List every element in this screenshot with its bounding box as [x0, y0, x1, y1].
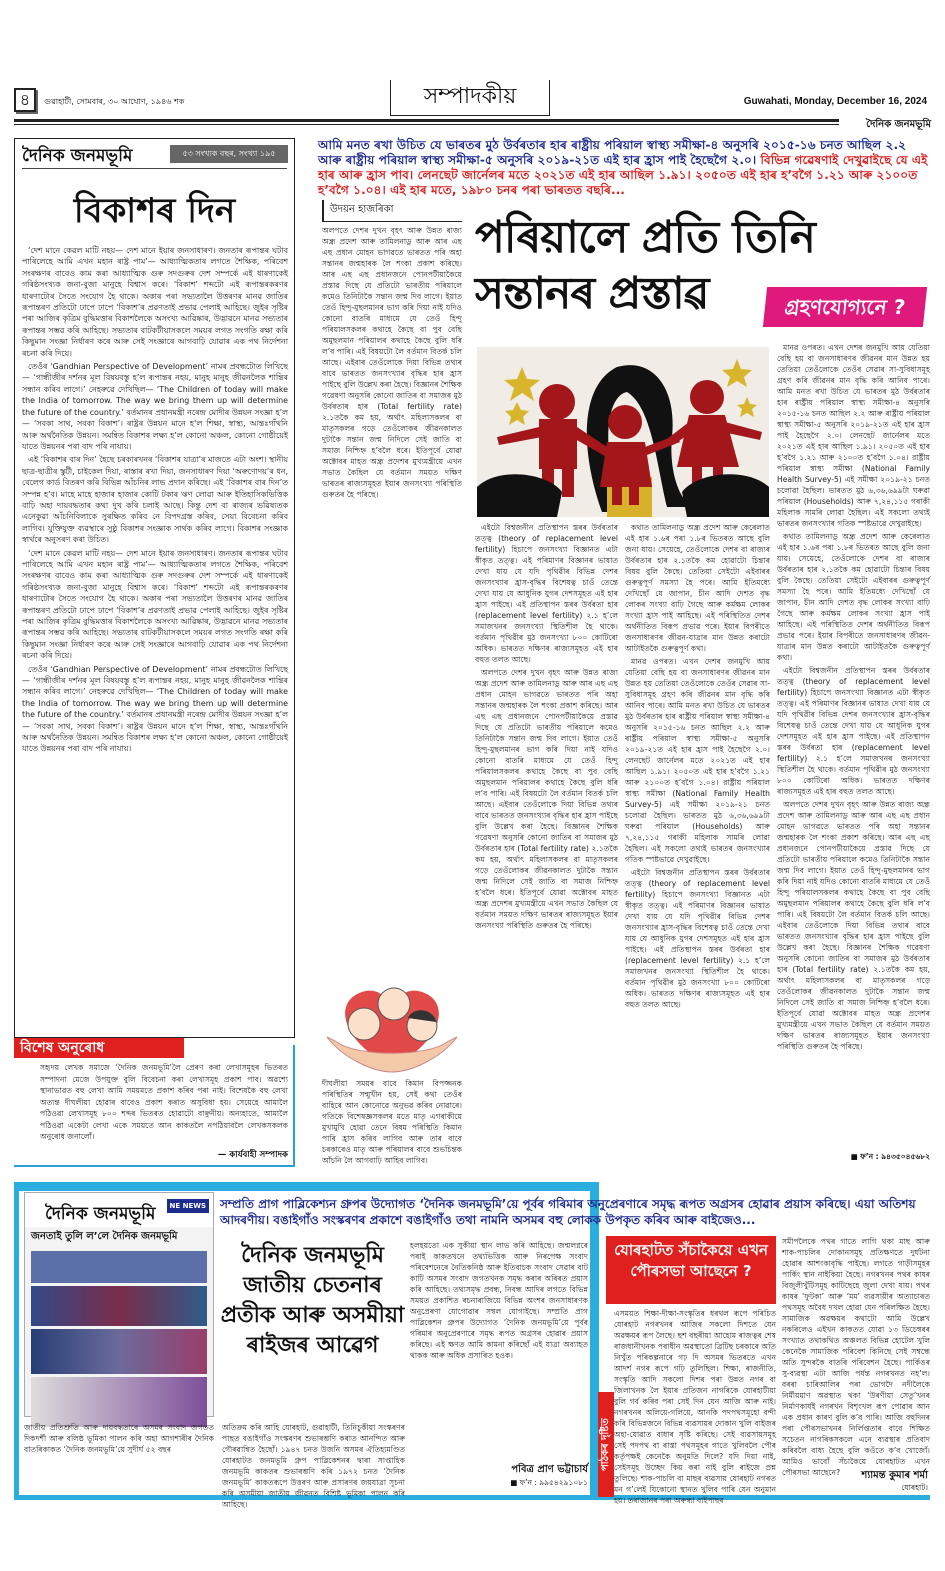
article-phone: ■ ফ’ন : ৯৪৩৫০৪৫৬৮২ — [850, 1152, 930, 1161]
paragraph: এইটো বিশ্বজনীন প্ৰতিস্থাপন স্তৰৰ উৰ্বৰতাৰ তত্ত্ব (theory of replacement level fertility) হিচাপে জনসংখ্যা বিজ্ঞানত এটা স্বীকৃত তত্ত্ব। এই পৰিমাণৰ বিজ্ঞানৰ ভাষাত দেখা যায় যে যদি পৃথিৱীৰ বিভিন্ন দেশৰ জনসংখ্যাৰ হ্ৰাস-বৃদ্ধিৰ বিশেষত্ব চাওঁ তেন্তে দেখা যায় যে আধুনিক যুগৰ দেশসমূহত এই হাৰ হ্ৰাস পাইছে। এই প্ৰতিস্থাপন স্তৰৰ উৰ্বৰতা হাৰ (replacement level fertility) ২.১ হ’লে সমাজখনৰ জনসংখ্যা স্থিতিশীল হৈ থাকে। বৰ্তমান পৃথিৱীৰ মুঠ জনসংখ্যা ৮০০ কোটিৰো অধিক। ভাৰতত দক্ষিণৰ ৰাজ্যসমূহত এই হাৰ বহুত তলত আছে। — [777, 666, 930, 796]
paragraph: মানৱ ওপৰত। এখন দেশৰ জনমুখি আয় যেতিয়া বেছি হয় বা জনসাধাৰণৰ জীৱনৰ মান উন্নত হয় তেতিয়া তেওঁলোকে তেওঁৰ সেৱাৰ সা-সুবিধাসমূহ গ্ৰহণ কৰি জীৱনৰ মান বৃদ্ধি কৰি আনিব পাৰে। আমি মনত ৰখা উচিত যে ভাৰতৰ মুঠ উৰ্বৰতাৰ হাৰ ৰাষ্ট্ৰীয় পৰিয়াল স্বাস্থ্য সমীক্ষা-৪ অনুসৰি ২০১৫-১৬ চনত আছিল ২.২ আৰু ৰাষ্ট্ৰীয় পৰিয়াল স্বাস্থ্য সমীক্ষা-৫ অনুসৰি ২০১৯-২১ত এই হাৰ হ্ৰাস পাই হৈছেগৈ ২.০। লেনছেট জাৰ্নেলৰ মতে ২০২১ত এই হাৰ আছিল ১.৯১। ২০৫০ত এই হাৰ হ’বগৈ ১.২১ আৰু ২১০০ত হ’বগৈ ১.০৪। রাষ্ট্ৰীয় পৰিয়াল স্বাস্থ্য সমীক্ষা (National Family Health Survey-5) এই সমীক্ষা ২০১৯-২১ চনত চলোৱা হৈছিল। ভাৰতত মুঠ ৬,৩৬,৬৯৯টা ঘৰুৱা পৰিয়াল (Households) আৰু ৭,২৪,১১৫ গৰাকী মহিলাক সামৰি লোৱা হৈছিল। এই সকলো তথ্যই ভাৰতৰ জনসংখ্যাৰ গতিক স্পষ্টভাৱে দেখুৱাইছে। — [625, 657, 770, 864]
feature-phone: ■ ফ’ন : ৯৯৫৪২৯১০৮১ — [510, 1478, 588, 1487]
feature-column-3: হলহয়তো এক সুকীয়া স্থান লাভ কৰি আহিছে। জন্মলগ্নৰে পৰাই কাকতখনে তথ্যভিত্তিক আৰু নিৰপেক্ষ সংবাদ পৰিবেশনেৰে নৈতিকনিষ্ঠ আৰু ইতিবাচক সংবাদ সেৱাৰ বাট কাটি অসমৰ সংবাদ জগতখনক সমৃদ্ধ কৰাৰ অৰিৰত প্ৰয়াস কৰি আহিছে। তথ্যসমৃদ্ধ প্ৰবন্ধ, নিবন্ধ আদিৰ লগতে বিভিন্ন সময়ত প্ৰকাশিত ৰচনাৰাজিয়ে বিভিন্ন অংশৰ জনসাধাৰণক অনুপ্ৰেৰণা যোগোৱাৰ সম্বল যোগাইছে। সম্প্ৰতি প্ৰাগ পাব্লিকেশন গ্ৰুপৰ উদ্যোগত ‘দৈনিক জনমভূমি’য়ে পূৰ্বৰ গৰিমাৰ অনুপ্ৰেৰণাৰে সমৃদ্ধ ৰূপত অগ্ৰসৰ হোৱাৰ প্ৰয়াস কৰিছে। এই ক্ষণত আমি কামনা কৰিছোঁ এই যাত্ৰা অব্যাহত থাকক আৰু অধিক প্ৰসাৰিত হওক। — [410, 1241, 588, 1360]
header-rule-thin — [14, 124, 839, 125]
special-request-label: বিশেষ অনুৰোধ — [14, 1038, 184, 1058]
paragraph: কথাত তামিলনাডু অন্ধ্ৰ প্ৰদেশ আৰু কেৰেলাত এই হাৰ ১.৬ৰ পৰা ১.৮ৰ ভিতৰত আছে বুলি জনা যায়। সেয়েহে, তেওঁলোকে দেশৰ বা ৰাজ্যৰ উৰ্বৰতাৰ হাৰ ২.১তকৈ কম হোৱাটো চিন্তাৰ বিষয় বুলি কৈছে। তেতিয়া সেইটো এইবাৰৰ গুৰুত্বপূৰ্ণ সমস্যা হৈ পৰে। আমি ইতিমধ্যে দেখিছোঁ যে জাপান, চীন আদি দেশত বৃদ্ধ লোকৰ সংখ্যা বাঢ়ি গৈছে আৰু কৰ্মক্ষম লোকৰ সংখ্যা হ্ৰাস পাই আহিছে। এই পৰিস্থিতিত দেশৰ অৰ্থনীতিত বিৰূপ প্ৰভাৱ পৰে। ইয়াৰ বিপৰীতে জনসাধাৰণৰ জীৱন-যাত্ৰাৰ মান উন্নত কৰাটো আটাইতকৈ গুৰুত্বপূৰ্ণ কথা। — [777, 532, 930, 662]
feature-signature: পবিত্ৰ প্ৰাণ ভট্টাচাৰ্য — [511, 1464, 588, 1475]
paragraph: তেওঁৰ ‘Gandhian Perspective of Development’ নামৰ প্ৰবন্ধটোত লিখিছে— ‘গান্ধীজীৰ দৰ্শনৰ মূল বিষয়বস্তু হ’ল ৰূপান্তৰ নহয়, মানুহ মানুহ জীৱনলৈক শান্তিৰ সন্ধান কৰিব লাগে।’ নেহৰুৱে দেখিছিল— ‘The Children of today will make the India of tomorrow. The way we bring them up will determine the future of the country.’ বৰ্তমানৰ প্ৰধানমন্ত্ৰী নৰেন্দ্ৰ মোদীৰ উন্নয়ন সংজ্ঞা হ’ল— ‘সবকা সাথ, সবকা বিকাশ’। ৰাষ্ট্ৰৰ উন্নয়ন মানে হ’ল শিক্ষা, স্বাস্থ্য, আন্তঃগাঁথনি আৰু অৰ্থনৈতিক উন্নয়ন। সমন্বিত বিকাশৰ লক্ষ্য হ’ল কোনো অঞ্চল, কোনো গোষ্ঠীয়েই যাতে উন্নয়নৰ পৰা বাদ পৰি নাযায়। — [22, 362, 288, 451]
paper-headline: জনতাই তুলি ল’লে দৈনিক জনমভূমি — [31, 1231, 178, 1242]
reader-section-label: পাঠকৰ দৃষ্টিত — [598, 1392, 614, 1497]
issue-badge: ৫৩ সংখ্যক বছৰ, সংখ্যা ১৯৫ — [170, 145, 288, 163]
feature-intro: সম্প্ৰতি প্ৰাগ পাব্লিকেশ্যন গ্ৰুপৰ উদ্যোগত ‘দৈনিক জনমভূমি’য়ে পূৰ্বৰ গৰিমাৰ অনুপ্ৰেৰণাৰে সমৃদ্ধ ৰূপত অগ্ৰসৰ হোৱাৰ প্ৰয়াস কৰিছে। এয়া অতিশয় আদৰণীয়। বঙাইগাঁও সংস্কৰণৰ প্ৰকাশে বঙাইগাঁও তথা নামনি অসমৰ বহু লোকক উপকৃত কৰিব আৰু বাইজেও... — [220, 1197, 916, 1227]
reader-signature: শ্যামন্ত কুমাৰ শৰ্মা — [861, 1470, 928, 1481]
reader-column-2: সমীপলৈকে পথৰ গাতে লাগি থকা মাছ আৰু শাক-পাচলিৰ দোকানসমূহ প্ৰতিক্ষণতে দুৰ্ঘটনা হোৱাৰ আশংকাবৃদ্ধি পাইছে। লগতে গাড়ীসমূহৰ পাৰ্কিং স্থান নাইকিয়া হৈছে। নগৰখনৰ পথৰ কাষৰ বিজুলীখুঁটিসমূহ কাটিছেহে জুলা দেখা যায়। পথৰ কাষৰ ‘ফুটকা’ আৰু ‘মম’ ব্যৱসায়ীৰ অত্যাচাৰত পথসমূহ অবৈধ দখল হোৱা যেন পৰিলক্ষিত হৈছে। সামাজিক অৱক্ষয়ৰ কথাটো আমি উল্লেখ নকৰিলেও এইখন কাকতত যোৱা ১৩ ডিচেম্বৰৰ সংখ্যাত তথাকথিত অঞ্চলত বিভিন্ন হোটেল খুলি কেনেকৈ সামাজিক পৰিবেশ কিনিছে সেই সম্বন্ধে অতি সুন্দৰকৈ বাতৰি পৰিবেশন হৈছে। পাৰ্কিঙৰ সু-ব্যৱস্থা এটা আজি পৰ্যন্ত নগৰখনত নহ’ল। বৰৰা চাৰিআলিৰ পৰা ভোগদৈ নদীলৈকে নিৰ্মীয়মাণ অৱস্থাত থকা ‘উৰণীয়া সেতু’খনৰ নিৰ্মাণকাৰ্যই নগৰখন বিশৃংখল ৰূপ পোৱাৰ আন এক প্ৰধান কাৰণ বুলি ক’ব পাৰি। আজি বহুদিনৰ পৰা পৌৰসভাখনৰ নিৰ্লিপ্ততাৰ বাবে শিক্ষিত সচেতন নাগৰিকসকলে এনে ব্যৱস্থাৰ প্ৰতিবাদ কৰিবলৈ বাধ্য হৈছে বুলি কওঁতে ক’ব খোজোঁ। আমিও ভাবোঁ সঁচাকৈয়ে যোৰহাটত এখন পৌৰসভা আছেনে? — [782, 1237, 930, 1477]
feature-top-bar — [14, 1182, 596, 1191]
reader-title: যোৰহাটত সঁচাকৈয়ে এখন পৌৰসভা আছেনে ? — [606, 1236, 776, 1304]
feature-column-2: অতিক্ৰম কৰি আহি যোৰহাট, গুৱাহাটী, তিনিচুকীয়া সংস্কৰণৰ পাছত বঙাইগাঁও সংস্কৰণৰ শুভাৰম্ভণি কৰাত আনন্দিত আৰু গৌৰৱান্বিত হৈছোঁ। ১৯৪৭ চনত উজনি অসমৰ ঐতিহ্যমণ্ডিত যোৰহাটত জনমভূমি গ্ৰুপ পাব্লিকেশনৰ দ্বাৰা সাপ্তাহিক জনমভূমি কাকতৰ শুভাৰম্ভণি কৰি ১৯৭২ চনত ‘দৈনিক জনমভূমি’ কাকতৰূপে উত্তৰণ আৰু প্ৰসাৰণৰ জয়যাত্ৰা সূচনা কৰি অসমীয়া জাতীয় জীৱনত বিশিষ্ট ভূমিকা পালন কৰি আহিছে। — [222, 1423, 405, 1509]
paragraph: এইটো বিশ্বজনীন প্ৰতিস্থাপন স্তৰৰ উৰ্বৰতাৰ তত্ত্ব (theory of replacement level fertility) হিচাপে জনসংখ্যা বিজ্ঞানত এটা স্বীকৃত তত্ত্ব। এই পৰিমাণৰ বিজ্ঞানৰ ভাষাত দেখা যায় যে যদি পৃথিৱীৰ বিভিন্ন দেশৰ জনসংখ্যাৰ হ্ৰাস-বৃদ্ধিৰ বিশেষত্ব চাওঁ তেন্তে দেখা যায় যে আধুনিক যুগৰ দেশসমূহত এই হাৰ হ্ৰাস পাইছে। এই প্ৰতিস্থাপন স্তৰৰ উৰ্বৰতা হাৰ (replacement level fertility) ২.১ হ’লে সমাজখনৰ জনসংখ্যা স্থিতিশীল হৈ থাকে। বৰ্তমান পৃথিৱীৰ মুঠ জনসংখ্যা ৮০০ কোটিৰো অধিক। ভাৰতত দক্ষিণৰ ৰাজ্যসমূহত এই হাৰ বহুত তলত আছে। — [625, 868, 770, 1009]
paper-badge: NE NEWS — [167, 1199, 209, 1213]
section-title: সম্পাদকীয় — [390, 80, 550, 116]
article-intro — [318, 138, 930, 198]
paragraph: মানৱ ওপৰত। এখন দেশৰ জনমুখি আয় যেতিয়া বেছি হয় বা জনসাধাৰণৰ জীৱনৰ মান উন্নত হয় তেতিয়া তেওঁলোকে তেওঁৰ সেৱাৰ সা-সুবিধাসমূহ গ্ৰহণ কৰি জীৱনৰ মান বৃদ্ধি কৰি আনিব পাৰে। আমি মনত ৰখা উচিত যে ভাৰতৰ মুঠ উৰ্বৰতাৰ হাৰ ৰাষ্ট্ৰীয় পৰিয়াল স্বাস্থ্য সমীক্ষা-৪ অনুসৰি ২০১৫-১৬ চনত আছিল ২.২ আৰু ৰাষ্ট্ৰীয় পৰিয়াল স্বাস্থ্য সমীক্ষা-৫ অনুসৰি ২০১৯-২১ত এই হাৰ হ্ৰাস পাই হৈছেগৈ ২.০। লেনছেট জাৰ্নেলৰ মতে ২০২১ত এই হাৰ আছিল ১.৯১। ২০৫০ত এই হাৰ হ’বগৈ ১.২১ আৰু ২১০০ত হ’বগৈ ১.০৪। রাষ্ট্ৰীয় পৰিয়াল স্বাস্থ্য সমীক্ষা (National Family Health Survey-5) এই সমীক্ষা ২০১৯-২১ চনত চলোৱা হৈছিল। ভাৰতত মুঠ ৬,৩৬,৬৯৯টা ঘৰুৱা পৰিয়াল (Households) আৰু ৭,২৪,১১৫ গৰাকী মহিলাক সামৰি লোৱা হৈছিল। এই সকলো তথ্যই ভাৰতৰ জনসংখ্যাৰ গতিক স্পষ্টভাৱে দেখুৱাইছে। — [777, 343, 930, 528]
local-date: গুৱাহাটী, সোমবাৰ, ৩০ আঘোণ, ১৯৪৬ শক — [44, 97, 185, 106]
reader-column-1: এসময়ত শিক্ষা-দীক্ষা-সংস্কৃতিৰ ধৰথল ৰূপে পৰিচিত যোৰহাট নগৰখনৰ আজিৰ সকলো দিশতে যেন অৱক্ষয়ৰ ৰূপ লৈছে। ছশ বছৰীয়া আহোম ৰাজত্বৰ শেষ ৰাজধানীখনক পৰাধীন অৱস্থাতো ব্ৰিটিছ চৰকাৰে অতি নিখুঁত পৰিকল্পনাৰে গঢ় দি অসমৰ ভিতৰতে এখন আদৰ্শ নগৰ ৰূপে গঢ়ি তুলিছিল। শিক্ষা, ৰাজনীতি, সংস্কৃতি আদি সকলো দিশৰ পৰা উন্নত নগৰ বা জিলাখনক লৈ ইয়াৰ প্ৰতিজন নাগৰিকে যোৰহাটীয়া বুলি গৰ্ব কৰিব পৰা সেই দিন যেন আজি আৰু নাই। নগৰখনৰ অলিয়ে-গলিয়ে, আনকি পদপথসমূহো বন্দী কৰি বিভিন্নজনে বিভিন্ন ব্যৱসায়ৰ দোকান খুলি বাইজৰ অহা-যোৱাত বাধাৰ সৃষ্টি কৰিছে। সেই ব্যৱসায়সমূহ সেই পদপথ বা ৰাস্তা পথসমূহৰ গাতে খুলিবলৈ পৌৰ কৰ্তৃপক্ষই কেনেকৈ অনুমতি দিলে? যদি দিয়া নাই, সেইসমূহ উচ্ছেদ কিয় কৰা নাই বুলি ৰাইজে প্ৰশ্ন তুলিছে। শাক-পাচলি বা মাছৰ ব্যৱসায় যোৰহাট নগৰত মন গ’লেই যিকোনো স্থানত খুলিব পাৰি যেন অনুমান হয়। তৰাজানৰ পৰা অৰুন্ধা বাইপাছৰ — [614, 1309, 776, 1505]
paragraph: অলপতে দেশৰ দুখন বৃহৎ আৰু উন্নত ৰাজ্য অন্ধ্ৰ প্ৰদেশ আৰু তামিলনাডু আৰু আৰ এছ এছ প্ৰধান মোহন ভাগৱতে ভাৰতত পৰি অহা সন্তানৰ জন্মহাৰক লৈ শংকা প্ৰকাশ কৰিছে। আৰ এছ এছ প্ৰধানজনে পোনপটীয়াকৈয়ে প্ৰস্তাৱ দিছে যে প্ৰতিটো ভাৰতীয় পৰিয়ালে কমেও তিনিটাকৈ সন্তান জন্ম দিব লাগে। ইয়াত তেওঁ হিন্দু-মুছলমানৰ ভাগ কৰি দিয়া নাই যদিও কোনো বাতৰি মাধ্যমে যে তেওঁ হিন্দু পৰিয়ালসকলৰ কথাহে কৈছে বা পুব বেছি অমুছলমান পৰিয়ালৰ কথাহে কৈছে বুলি ধৰি ল’ব পাৰি। এই বিষয়টো লৈ বৰ্তমান বিতৰ্ক চলি আছে। এইবাৰ তেওঁলোকে দিয়া বিভিন্ন তথ্যৰ বাবে ভাৰতত জনসংখ্যাৰ বৃদ্ধিৰ হাৰ হ্ৰাস পাইছে বুলি উল্লেখ কৰা হৈছে। বিজ্ঞানৰ শৈক্ষিক গৱেষণা অনুসৰি কোনো জাতিৰ বা সমাজৰ মুঠ উৰ্বৰতাৰ হাৰ (Total fertility rate) ২.১তকৈ কম হয়, অৰ্থাৎ মহিলাসকলৰ বা মাতৃসকলৰ গড়ে তেওঁলোকৰ জীৱনকালত দুটাকৈ সন্তান জন্ম নিদিলে সেই জাতি বা সমাজ নিশ্চিহ্ন হ’বলৈ ধৰে। ইতিপূৰ্বে যোৱা অক্টোবৰ মাহত অন্ধ্ৰ প্ৰদেশৰ মুখ্যমন্ত্ৰীয়ে এখন সভাত কৈছিল যে বৰ্তমান সময়ত দক্ষিণ ভাৰতৰ ৰাজ্যসমূহত ইয়াৰ জনসংখ্যা পৰিস্থিতি গুৰুতৰ হৈ পৰিছে। — [777, 800, 930, 1051]
page-number: ৪ — [14, 88, 36, 112]
header-rule — [14, 119, 839, 122]
paragraph: ‘দেশ মানে কেৱল মাটি নহয়— দেশ মানে ইয়াৰ জনসাধাৰণ। জনতাৰ ৰূপান্তৰ ঘটাব পাৰিলেহে আমি এখন মহান ৰাষ্ট্ৰ পাম’— আধ্যাত্মিকতাৰ লগতে শৈক্ষিক, পৰিবেশ সংৰক্ষণৰ বাবেও কাম কৰা আধ্যাত্মিক গুৰু সদগুৰুৰ দেশ সম্পৰ্কে এই ধাৰণাকেই গৰিষ্ঠসংখ্যক জনা-বুজা মানুহে বিশ্বাস কৰে। ‘বিকাশ’ শব্দটো এই ৰূপান্তৰকৰণৰ ধাৰণাটোৰ সৈতে সংযোগ হৈ থাকে। অকাৰ পৰা সভ্যতালৈ উত্তৰণৰ মানৱ জাতিৰ ৰূপান্তৰণ প্ৰতিটো ঢাপে ঢাপে ‘বিকাশ’ৰ প্ৰৱণতাই প্ৰভাৱ পেলাই আহিছে। জুইৰ সৃষ্টিৰ পৰা আজিৰ কৃত্ৰিম বুদ্ধিমত্তাৰ বিকাশলৈকে অসংখ্য আৱিষ্কাৰ, উদ্ভাৱনে মানৱ সভ্যতাৰ ৰূপান্তৰ সম্ভৱ কৰি আহিছে। সভ্যতাৰ বাটকটীয়াসকলে সময়ৰ লগত সংগতি ৰক্ষা কৰি কিছুমান সংজ্ঞা নিৰ্ধাৰণ কৰে আৰু সেই সংজ্ঞাৰে আগবাঢ়ি যোৱাৰ এক পথ নিৰ্দেশনা ৰচনা কৰি দিয়ে। — [22, 548, 288, 661]
paragraph: অলপতে দেশৰ দুখন বৃহৎ আৰু উন্নত ৰাজ্য অন্ধ্ৰ প্ৰদেশ আৰু তামিলনাডু আৰু আৰ এছ এছ প্ৰধান মোহন ভাগৱতে ভাৰতত পৰি অহা সন্তানৰ জন্মহাৰক লৈ শংকা প্ৰকাশ কৰিছে। আৰ এছ এছ প্ৰধানজনে পোনপটীয়াকৈয়ে প্ৰস্তাৱ দিছে যে প্ৰতিটো ভাৰতীয় পৰিয়ালে কমেও তিনিটাকৈ সন্তান জন্ম দিব লাগে। ইয়াত তেওঁ হিন্দু-মুছলমানৰ ভাগ কৰি দিয়া নাই যদিও কোনো বাতৰি মাধ্যমে যে তেওঁ হিন্দু পৰিয়ালসকলৰ কথাহে কৈছে বা পুব বেছি অমুছলমান পৰিয়ালৰ কথাহে কৈছে বুলি ধৰি ল’ব পাৰি। এই বিষয়টো লৈ বৰ্তমান বিতৰ্ক চলি আছে। এইবাৰ তেওঁলোকে দিয়া বিভিন্ন তথ্যৰ বাবে ভাৰতত জনসংখ্যাৰ বৃদ্ধিৰ হাৰ হ্ৰাস পাইছে বুলি উল্লেখ কৰা হৈছে। বিজ্ঞানৰ শৈক্ষিক গৱেষণা অনুসৰি কোনো জাতিৰ বা সমাজৰ মুঠ উৰ্বৰতাৰ হাৰ (Total fertility rate) ২.১তকৈ কম হয়, অৰ্থাৎ মহিলাসকলৰ বা মাতৃসকলৰ গড়ে তেওঁলোকৰ জীৱনকালত দুটাকৈ সন্তান জন্ম নিদিলে সেই জাতি বা সমাজ নিশ্চিহ্ন হ’বলৈ ধৰে। ইতিপূৰ্বে যোৱা অক্টোবৰ মাহত অন্ধ্ৰ প্ৰদেশৰ মুখ্যমন্ত্ৰীয়ে এখন সভাত কৈছিল যে বৰ্তমান সময়ত দক্ষিণ ভাৰতৰ ৰাজ্যসমূহত ইয়াৰ জনসংখ্যা পৰিস্থিতি গুৰুতৰ হৈ পৰিছে। — [475, 668, 618, 930]
article-column-2 — [475, 522, 618, 1164]
article-column-1: অলপতে দেশৰ দুখন বৃহৎ আৰু উন্নত ৰাজ্য অন্ধ্ৰ প্ৰদেশ আৰু তামিলনাডু আৰু আৰ এছ এছ প্ৰধান মোহন ভাগৱতে ভাৰতত পৰি অহা সন্তানৰ জন্মহাৰক লৈ শংকা প্ৰকাশ কৰিছে। আৰ এছ এছ প্ৰধানজনে পোনপটীয়াকৈয়ে প্ৰস্তাৱ দিছে যে প্ৰতিটো ভাৰতীয় পৰিয়ালে কমেও তিনিটাকৈ সন্তান জন্ম দিব লাগে। ইয়াত তেওঁ হিন্দু-মুছলমানৰ ভাগ কৰি দিয়া নাই যদিও কোনো বাতৰি মাধ্যমে যে তেওঁ হিন্দু পৰিয়ালসকলৰ কথাহে কৈছে বা পুব বেছি অমুছলমান পৰিয়ালৰ কথাহে কৈছে বুলি ধৰি ল’ব পাৰি। এই বিষয়টো লৈ বৰ্তমান বিতৰ্ক চলি আছে। এইবাৰ তেওঁলোকে দিয়া বিভিন্ন তথ্যৰ বাবে ভাৰতত জনসংখ্যাৰ বৃদ্ধিৰ হাৰ হ্ৰাস পাইছে বুলি উল্লেখ কৰা হৈছে। বিজ্ঞানৰ শৈক্ষিক গৱেষণা অনুসৰি কোনো জাতিৰ বা সমাজৰ মুঠ উৰ্বৰতাৰ হাৰ (Total fertility rate) ২.১তকৈ কম হয়, অৰ্থাৎ মহিলাসকলৰ বা মাতৃসকলৰ গড়ে তেওঁলোকৰ জীৱনকালত দুটাকৈ সন্তান জন্ম নিদিলে সেই জাতি বা সমাজ নিশ্চিহ্ন হ’বলৈ ধৰে। ইতিপূৰ্বে যোৱা অক্টোবৰ মাহত অন্ধ্ৰ প্ৰদেশৰ মুখ্যমন্ত্ৰীয়ে এখন সভাত কৈছিল যে বৰ্তমান সময়ত দক্ষিণ ভাৰতৰ ৰাজ্যসমূহত ইয়াৰ জনসংখ্যা পৰিস্থিতি গুৰুতৰ হৈ পৰিছে। — [322, 226, 462, 499]
reader-place: যোৰহাট। — [901, 1483, 928, 1492]
headline-line: পৰিয়ালে প্ৰতি তিনি — [475, 212, 815, 263]
byline: উদয়ন হাজৰিকা — [322, 200, 462, 222]
special-request-signature: — কাৰ্যবাহী সম্পাদক — [217, 1150, 288, 1160]
paragraph: কথাত তামিলনাডু অন্ধ্ৰ প্ৰদেশ আৰু কেৰেলাত এই হাৰ ১.৬ৰ পৰা ১.৮ৰ ভিতৰত আছে বুলি জনা যায়। সেয়েহে, তেওঁলোকে দেশৰ বা ৰাজ্যৰ উৰ্বৰতাৰ হাৰ ২.১তকৈ কম হোৱাটো চিন্তাৰ বিষয় বুলি কৈছে। তেতিয়া সেইটো এইবাৰৰ গুৰুত্বপূৰ্ণ সমস্যা হৈ পৰে। আমি ইতিমধ্যে দেখিছোঁ যে জাপান, চীন আদি দেশত বৃদ্ধ লোকৰ সংখ্যা বাঢ়ি গৈছে আৰু কৰ্মক্ষম লোকৰ সংখ্যা হ্ৰাস পাই আহিছে। এই পৰিস্থিতিত দেশৰ অৰ্থনীতিত বিৰূপ প্ৰভাৱ পৰে। ইয়াৰ বিপৰীতে জনসাধাৰণৰ জীৱন-যাত্ৰাৰ মান উন্নত কৰাটো আটাইতকৈ গুৰুত্বপূৰ্ণ কথা। — [625, 523, 770, 653]
paper-masthead: দৈনিক জনমভূমি — [25, 1193, 213, 1227]
intro-blue: আমি মনত ৰখা উচিত যে ভাৰতৰ মুঠ উৰ্বৰতাৰ হাৰ ৰাষ্ট্ৰীয় পৰিয়াল স্বাস্থ্য সমীক্ষা-৪ অনুসৰি ২০১৫-১৬ চনত আছিল ২.২ আৰু ৰাষ্ট্ৰীয় পৰিয়াল স্বাস্থ্য সমীক্ষা-৫ অনুসৰি ২০১৯-২১ত এই হাৰ হ্ৰাস পাই হৈছেগৈ ২.০। — [318, 138, 907, 167]
editorial-masthead: দৈনিক জনমভূমি — [22, 146, 133, 166]
paragraph: এইটো বিশ্বজনীন প্ৰতিস্থাপন স্তৰৰ উৰ্বৰতাৰ তত্ত্ব (theory of replacement level fertility) হিচাপে জনসংখ্যা বিজ্ঞানত এটা স্বীকৃত তত্ত্ব। এই পৰিমাণৰ বিজ্ঞানৰ ভাষাত দেখা যায় যে যদি পৃথিৱীৰ বিভিন্ন দেশৰ জনসংখ্যাৰ হ্ৰাস-বৃদ্ধিৰ বিশেষত্ব চাওঁ তেন্তে দেখা যায় যে আধুনিক যুগৰ দেশসমূহত এই হাৰ হ্ৰাস পাইছে। এই প্ৰতিস্থাপন স্তৰৰ উৰ্বৰতা হাৰ (replacement level fertility) ২.১ হ’লে সমাজখনৰ জনসংখ্যা স্থিতিশীল হৈ থাকে। বৰ্তমান পৃথিৱীৰ মুঠ জনসংখ্যা ৮০০ কোটিৰো অধিক। ভাৰতত দক্ষিণৰ ৰাজ্যসমূহত এই হাৰ বহুত তলত আছে। — [475, 523, 618, 664]
paragraph: ‘দেশ মানে কেৱল মাটি নহয়— দেশ মানে ইয়াৰ জনসাধাৰণ। জনতাৰ ৰূপান্তৰ ঘটাব পাৰিলেহে আমি এখন মহান ৰাষ্ট্ৰ পাম’— আধ্যাত্মিকতাৰ লগতে শৈক্ষিক, পৰিবেশ সংৰক্ষণৰ বাবেও কাম কৰা আধ্যাত্মিক গুৰু সদগুৰুৰ দেশ সম্পৰ্কে এই ধাৰণাকেই গৰিষ্ঠসংখ্যক জনা-বুজা মানুহে বিশ্বাস কৰে। ‘বিকাশ’ শব্দটো এই ৰূপান্তৰকৰণৰ ধাৰণাটোৰ সৈতে সংযোগ হৈ থাকে। অকাৰ পৰা সভ্যতালৈ উত্তৰণৰ মানৱ জাতিৰ ৰূপান্তৰণ প্ৰতিটো ঢাপে ঢাপে ‘বিকাশ’ৰ প্ৰৱণতাই প্ৰভাৱ পেলাই আহিছে। জুইৰ সৃষ্টিৰ পৰা আজিৰ কৃত্ৰিম বুদ্ধিমত্তাৰ বিকাশলৈকে অসংখ্য আৱিষ্কাৰ, উদ্ভাৱনে মানৱ সভ্যতাৰ ৰূপান্তৰ সম্ভৱ কৰি আহিছে। সভ্যতাৰ বাটকটীয়াসকলে সময়ৰ লগত সংগতি ৰক্ষা কৰি কিছুমান সংজ্ঞা নিৰ্ধাৰণ কৰে আৰু সেই সংজ্ঞাৰে আগবাঢ়ি যোৱাৰ এক পথ নিৰ্দেশনা ৰচনা কৰি দিয়ে। — [22, 246, 288, 358]
feature-column-1: জাতীয় প্ৰতিশ্ৰুতি আৰু দায়বদ্ধতাৰে অসমৰ সংবাদ জগতত দিকদৰ্শী আৰু বলিষ্ঠ ভূমিকা পালন কৰি অহা আগশাৰীৰ দৈনিক বাতৰিকাকত ‘দৈনিক জনমভূমি’য়ে সুদীৰ্ঘ ৫২ বছৰ — [24, 1423, 214, 1454]
english-date: Guwahati, Monday, December 16, 2024 — [743, 96, 927, 107]
special-request-text: সহৃদয় লেখক সমাজে ‘দৈনিক জনমভূমি’লৈ প্ৰেৰণ কৰা লেখাসমূহৰ ভিতৰত সম্পাদনা মেজে উপযুক্ত বুলি বিবেচনা কৰা লেখাসমূহ প্ৰকাশ পাব। অৱশ্যে স্থানাভাৱত বহু লেখা আমি সময়মতে প্ৰকাশ কৰিব পৰা নাই। বিশেষকৈ বহু লেখা অত্যন্ত দীঘলীয়া হোৱাৰ বাবেও প্ৰকাশ কৰাত অসুবিধা হয়। সেয়েহে আমালৈ পঠিওৱা লেখাসমূহ ৮০০ শব্দৰ ভিতৰত হোৱাটো বাঞ্ছনীয়। অন্যহাতে, আমালৈ পঠিওৱা একেটা লেখা একে সময়তে আন কাকতলৈ নপঠিয়াবলৈ লেখকসকলক অনুৰোধ জনালোঁ। — [40, 1063, 288, 1141]
article-column-4 — [777, 342, 930, 1150]
paragraph: এই ‘বিকাশৰ বাৰ দিন’ হৈছে চৰকাৰখনৰ ‘বিকাশৰ যাত্ৰা’ৰ মাজতে এটা অংশ। স্থানীয় ছাত্ৰ-ছাত্ৰীৰ স্কুটী, চাইকেল দিয়া, ৰাস্তাৰ ৰখা দিয়া, জনসাধাৰণ দিয়া ‘অৰুণোদয়’ৰ ধন, বেলেগ কাৰ্ড বিতৰণ কৰি বিভিন্ন আঁচনিৰ লাভ প্ৰদান কৰিছে। এই ‘বিকাশৰ বাৰ দিন’ত সম্পন্ন হ’ব। মাহে মাহে হাজাৰ হাজাৰ কোটি টকাৰ ঋণ লোৱা আৰু ইতিহাসিকভিত্তিক বাঢ়ি অহা দায়বদ্ধতাৰ কথা দুখ কৰি চলাই আছে। কিন্তু দেশ বা ৰাজ্যৰ ভৱিষ্যতক এনেকুৱা আঁচনিবিলাকে সুৰক্ষিত কৰিব নে বিপদগ্ৰস্ত কৰিব, সেয়া বিবেচনা কৰিব লাগিব। যুক্তিযুক্ত ব্যৱস্থাৰে সুষ্ঠু বিকাশৰ সংজ্ঞাক সাৰ্থক কৰিব লাগে। বিকাশৰ সংজ্ঞাক স্বাৰ্থৰে অনুসৰণ কৰা উচিত। — [22, 455, 288, 545]
intro-red: বিভিন্ন গৱেষণাই দেখুৱাইছে যে এই হাৰ আৰু হ্ৰাস পাব। লেনছেট জাৰ্নেলৰ মতে ২০২১ত এই হাৰ আছিল ১.৯১। ২০৫০ত এই হাৰ হ’বগৈ ১.২১ আৰু ২১০০ত হ’বগৈ ১.০৪। এই হাৰ মতে, ১৯৮০ চনৰ পৰা ভাৰতত বছৰি... — [318, 153, 928, 197]
editorial-body — [22, 245, 288, 1033]
article-column-3 — [625, 522, 770, 1164]
divider — [22, 168, 287, 169]
newspaper-photo — [24, 1192, 214, 1417]
headline-line: সন্তানৰ প্ৰস্তাৱ — [475, 268, 709, 319]
paragraph: তেওঁৰ ‘Gandhian Perspective of Development’ নামৰ প্ৰবন্ধটোত লিখিছে— ‘গান্ধীজীৰ দৰ্শনৰ মূল বিষয়বস্তু হ’ল ৰূপান্তৰ নহয়, মানুহ মানুহ জীৱনলৈক শান্তিৰ সন্ধান কৰিব লাগে।’ নেহৰুৱে দেখিছিল— ‘The Children of today will make the India of tomorrow. The way we bring them up will determine the future of the country.’ বৰ্তমানৰ প্ৰধানমন্ত্ৰী নৰেন্দ্ৰ মোদীৰ উন্নয়ন সংজ্ঞা হ’ল— ‘সবকা সাথ, সবকা বিকাশ’। ৰাষ্ট্ৰৰ উন্নয়ন মানে হ’ল শিক্ষা, স্বাস্থ্য, আন্তঃগাঁথনি আৰু অৰ্থনৈতিক উন্নয়ন। সমন্বিত বিকাশৰ লক্ষ্য হ’ল কোনো অঞ্চল, কোনো গোষ্ঠীয়েই যাতে উন্নয়নৰ পৰা বাদ পৰি নাযায়। — [22, 664, 288, 754]
babies-in-hands-illustration — [322, 982, 462, 1074]
feature-title: দৈনিক জনমভূমি জাতীয় চেতনাৰ প্ৰতীক আৰু অসমীয়া ৰাইজৰ আৱেগ — [220, 1242, 405, 1358]
headline-tag: গ্ৰহণযোগ্যনে ? — [763, 287, 927, 327]
editorial-title: বিকাশৰ দিন — [73, 191, 236, 231]
paper-name: দৈনিক জনমভূমি — [866, 119, 931, 130]
article-column-1-bottom: দীঘলীয়া সময়ৰ বাবে কিমান বিপজ্জনক পৰিস্থিতিৰ সন্মুখীন হয়, সেই কথা তেওঁৰ বাহিৰে আন কোনোৱে অনুভৱ কৰিব নোৱাৰে। গতিকে বিশেষজ্ঞসকলৰ মতে মাতৃ এগৰাকীয়ে মুখামুখি হোৱা তেনে বিষম পৰিস্থিতি কিমান পাৰি হ্ৰাস কৰিব লাগিব আৰু তাৰ বাবে চৰকাৰেও মাতৃ আৰু পৰিয়ালৰ বাবে শুভচিন্তক আঁচনি লৈ আগবাঢ়ি আহিব লাগিব। — [322, 1079, 462, 1165]
children-illustration — [477, 347, 769, 517]
